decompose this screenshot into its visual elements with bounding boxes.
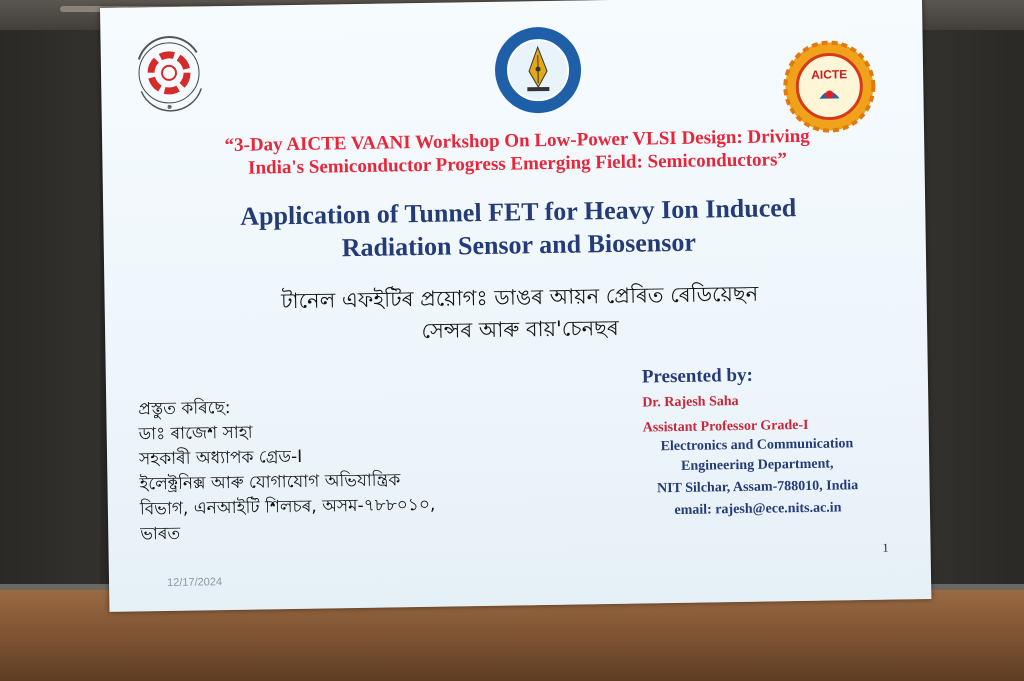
presenter-email: email: rajesh@ece.nits.ac.in <box>674 500 842 519</box>
workshop-title-line1: “3-Day AICTE VAANI Workshop On Low-Power VLSI Design: Driving <box>224 125 810 157</box>
presenter-as-line: ডাঃ ৰাজেশ সাহা <box>138 422 253 445</box>
talk-title-assamese <box>134 275 905 351</box>
slide-date: 12/17/2024 <box>166 576 223 590</box>
presenter-designation: Assistant Professor Grade-I <box>642 417 809 436</box>
talk-title-line2: Radiation Sensor and Biosensor <box>341 227 697 263</box>
talk-title-line1: Application of Tunnel FET for Heavy Ion Induced <box>240 193 797 231</box>
gcu-logo-icon <box>492 24 583 115</box>
slide-page-number: 1 <box>882 540 889 555</box>
presenter-dept-line1: Electronics and Communication <box>660 436 854 455</box>
wall-right <box>914 30 1024 630</box>
presenter-name: Dr. Rajesh Saha <box>642 394 739 411</box>
presenter-as-line: বিভাগ, এনআইটি শিলচৰ, অসম-৭৮৮০১০, <box>139 494 436 520</box>
workshop-title <box>152 124 883 181</box>
talk-title-as-line1: টানেল এফইটিৰ প্ৰয়োগঃ ডাঙৰ আয়ন প্ৰেৰিত ৰেডিয়েছন <box>280 281 759 314</box>
presenter-as-line: সহকাৰী অধ্যাপক গ্ৰেড-I <box>138 446 303 470</box>
presenter-as-line: ইলেক্ট্ৰনিক্স আৰু যোগাযোগ অভিযান্ত্ৰিক <box>139 470 401 495</box>
presenter-assamese <box>138 391 560 548</box>
aicte-logo-icon <box>781 38 878 135</box>
projection-screen <box>100 0 931 612</box>
wall-left <box>0 30 100 630</box>
talk-title-english <box>133 189 904 267</box>
workshop-title-line2: India's Semiconductor Progress Emerging Field: Semiconductors” <box>247 149 788 179</box>
presenter-as-line: ভাৰত <box>140 523 181 545</box>
presented-by-heading: Presented by: <box>641 364 754 388</box>
presenter-as-line: প্ৰস্তুত কৰিছে: <box>138 397 231 420</box>
presenter-address: NIT Silchar, Assam-788010, India <box>656 478 859 497</box>
talk-title-as-line2: সেন্সৰ আৰু বায়'চেনছৰ <box>421 315 619 343</box>
presenter-dept-line2: Engineering Department, <box>680 456 834 474</box>
svg-text:AICTE: AICTE <box>811 67 848 82</box>
nit-silchar-logo-icon <box>116 28 227 118</box>
